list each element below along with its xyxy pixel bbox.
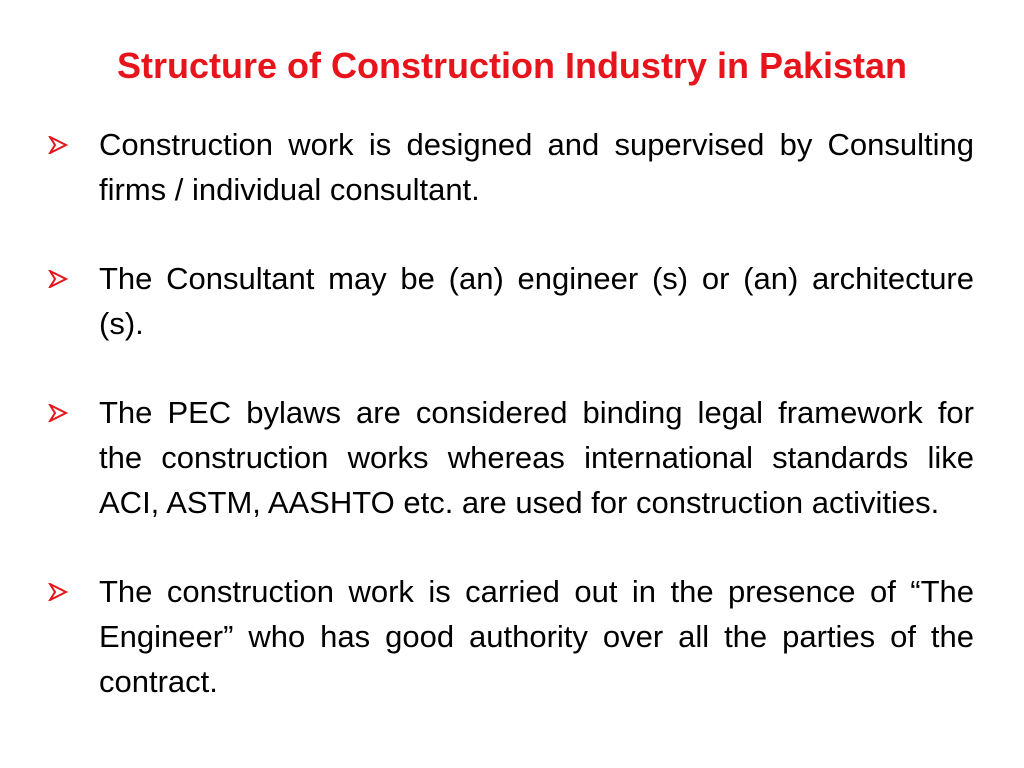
bullet-text: The construction work is carried out in the presence of “The Engineer” who has good authority over all the parties of the contract. — [99, 574, 974, 699]
bullet-list — [48, 122, 974, 748]
bullet-text: The Consultant may be (an) engineer (s) or (an) architecture (s). — [99, 261, 974, 341]
bullet-item — [48, 569, 974, 704]
bullet-text: Construction work is designed and supervised by Consulting firms / individual consultant. — [99, 127, 974, 207]
bullet-text: The PEC bylaws are considered binding legal framework for the construction works whereas international standards like ACI, ASTM, AASHTO etc. are used for construction activities. — [99, 395, 974, 520]
bullet-item — [48, 122, 974, 212]
arrow-bullet-icon — [48, 136, 68, 154]
arrow-bullet-icon — [48, 270, 68, 288]
slide-title: Structure of Construction Industry in Pakistan — [116, 45, 908, 86]
arrow-bullet-icon — [48, 404, 68, 422]
bullet-item — [48, 390, 974, 525]
bullet-item — [48, 256, 974, 346]
arrow-bullet-icon — [48, 583, 68, 601]
